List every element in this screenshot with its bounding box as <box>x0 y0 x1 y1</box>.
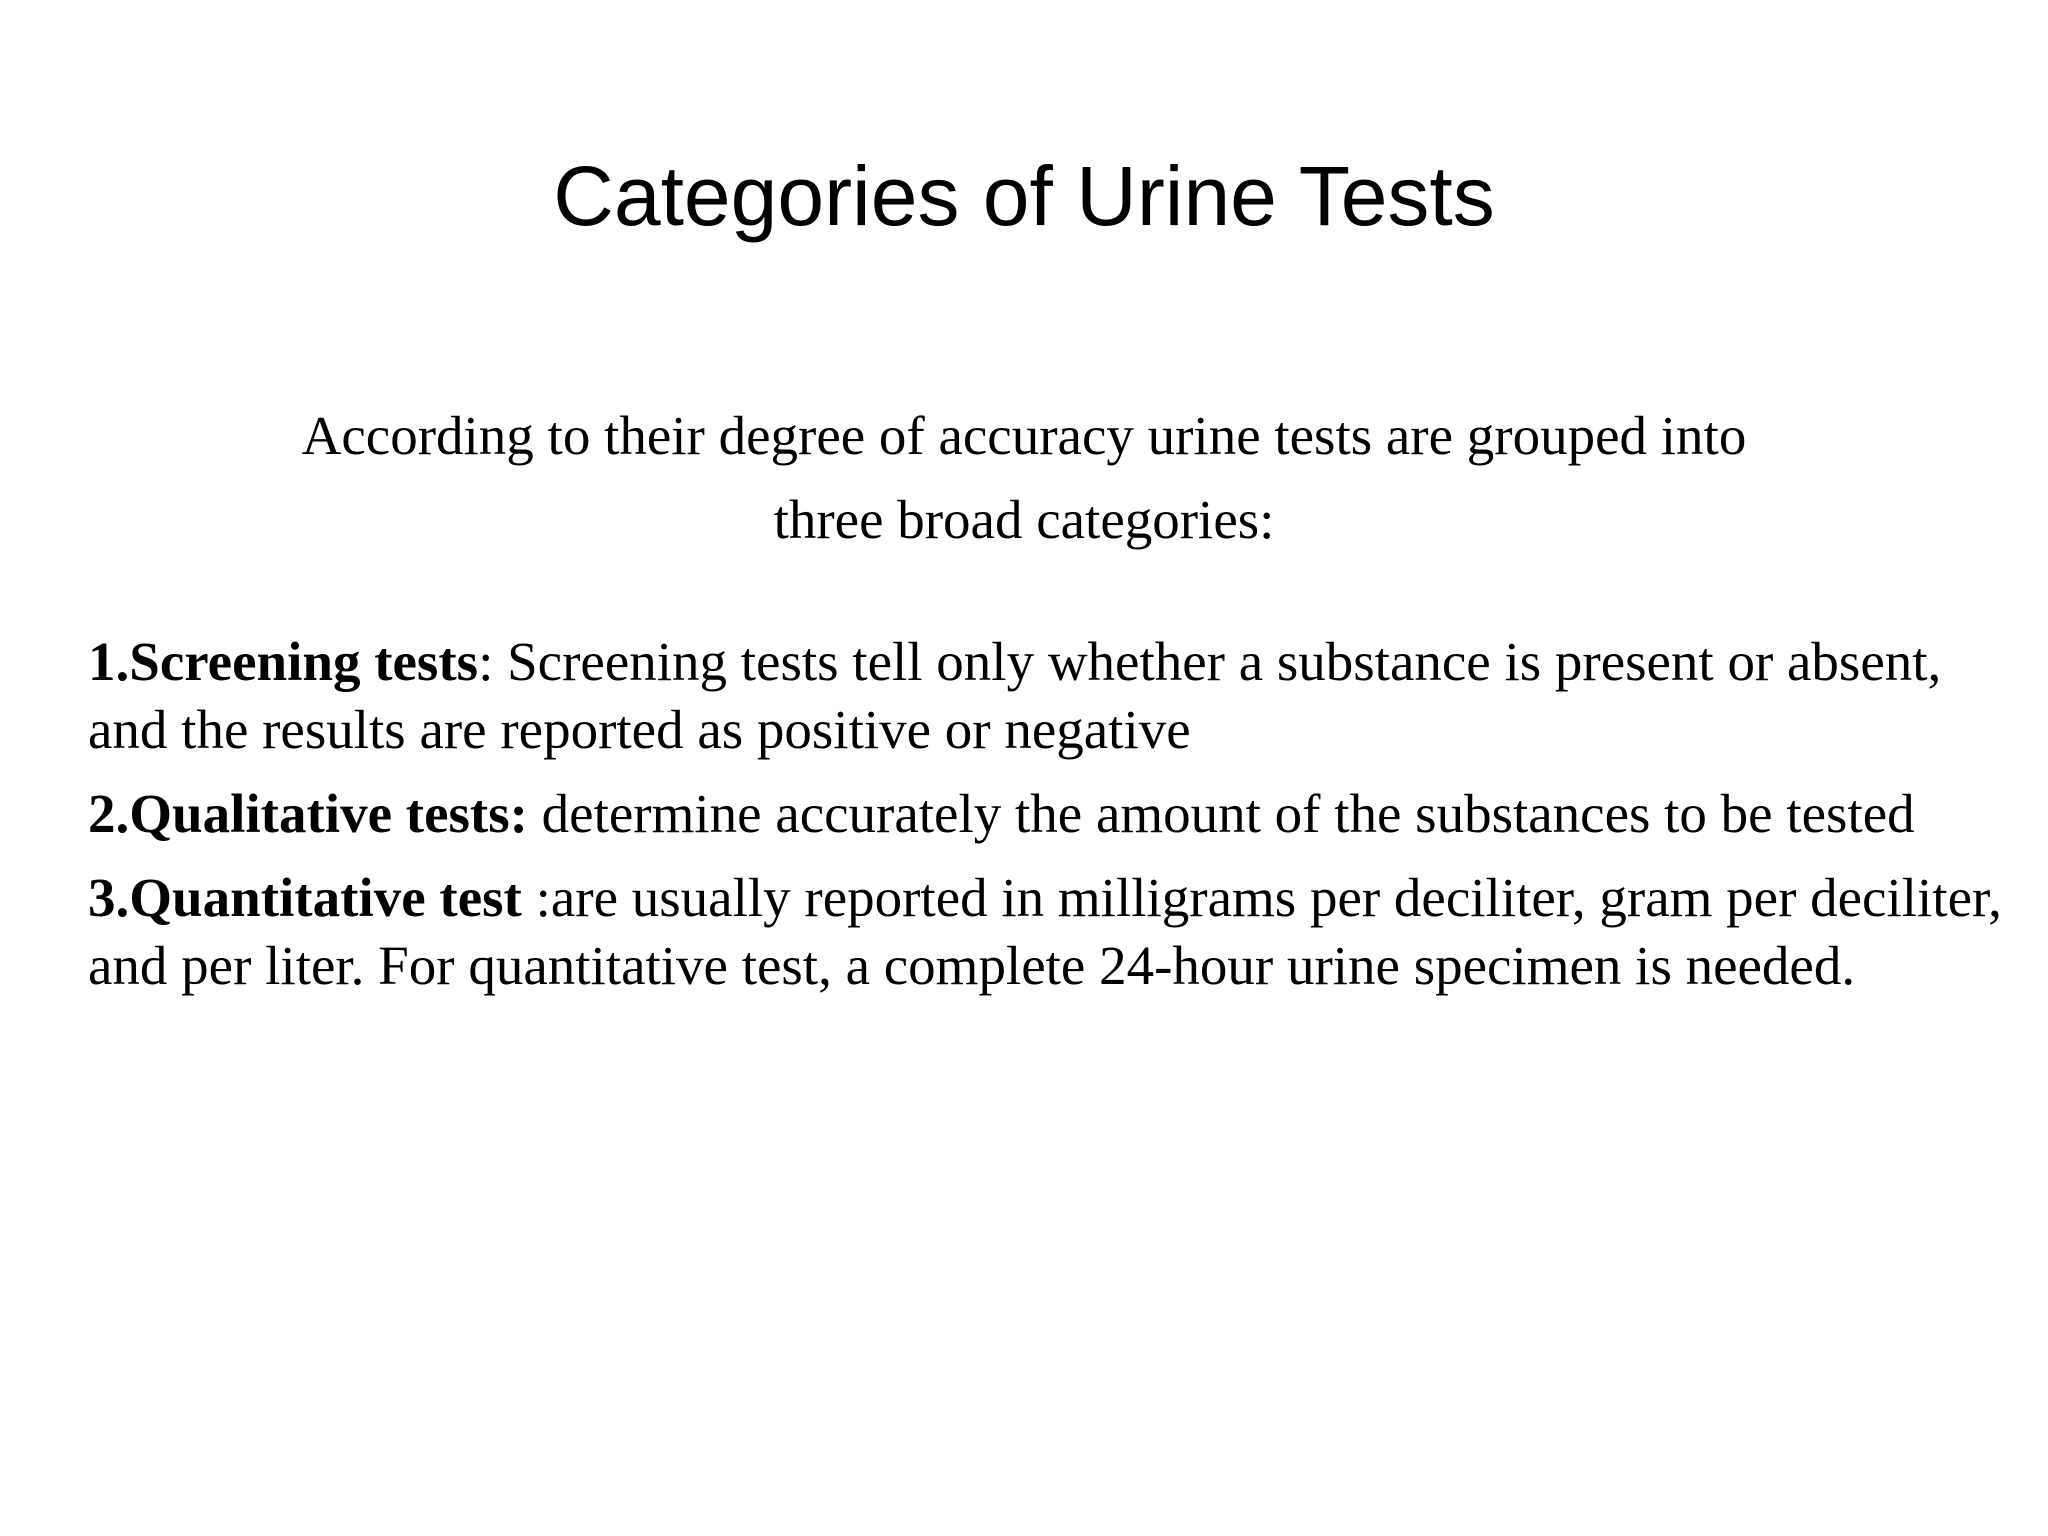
list-item-qualitative <box>88 780 2018 848</box>
item-term: Screening tests <box>129 631 479 692</box>
slide-title: Categories of Urine Tests <box>553 149 1495 243</box>
item-term: Quantitative test <box>129 867 522 928</box>
item-term: Qualitative tests: <box>129 783 528 844</box>
item-number: 2. <box>88 783 130 844</box>
item-description: :are usually reported in milligrams per deciliter, gram per deciliter, and per liter. For quantitative test, a complete 24-hour urine specimen is needed. <box>88 867 2002 996</box>
list-item-quantitative <box>88 864 2018 1000</box>
list-item-screening <box>88 628 2018 764</box>
intro-line-2: three broad categories: <box>773 489 1275 550</box>
item-number: 3. <box>88 867 130 928</box>
category-list <box>88 628 2018 1016</box>
intro-line-1: According to their degree of accuracy urine tests are grouped into <box>301 405 1747 466</box>
item-number: 1. <box>88 631 130 692</box>
item-description: : Screening tests tell only whether a substance is present or absent, and the results are reported as positive or negative <box>88 631 1942 760</box>
intro-text <box>0 394 2048 562</box>
item-description: determine accurately the amount of the substances to be tested <box>527 783 1915 844</box>
